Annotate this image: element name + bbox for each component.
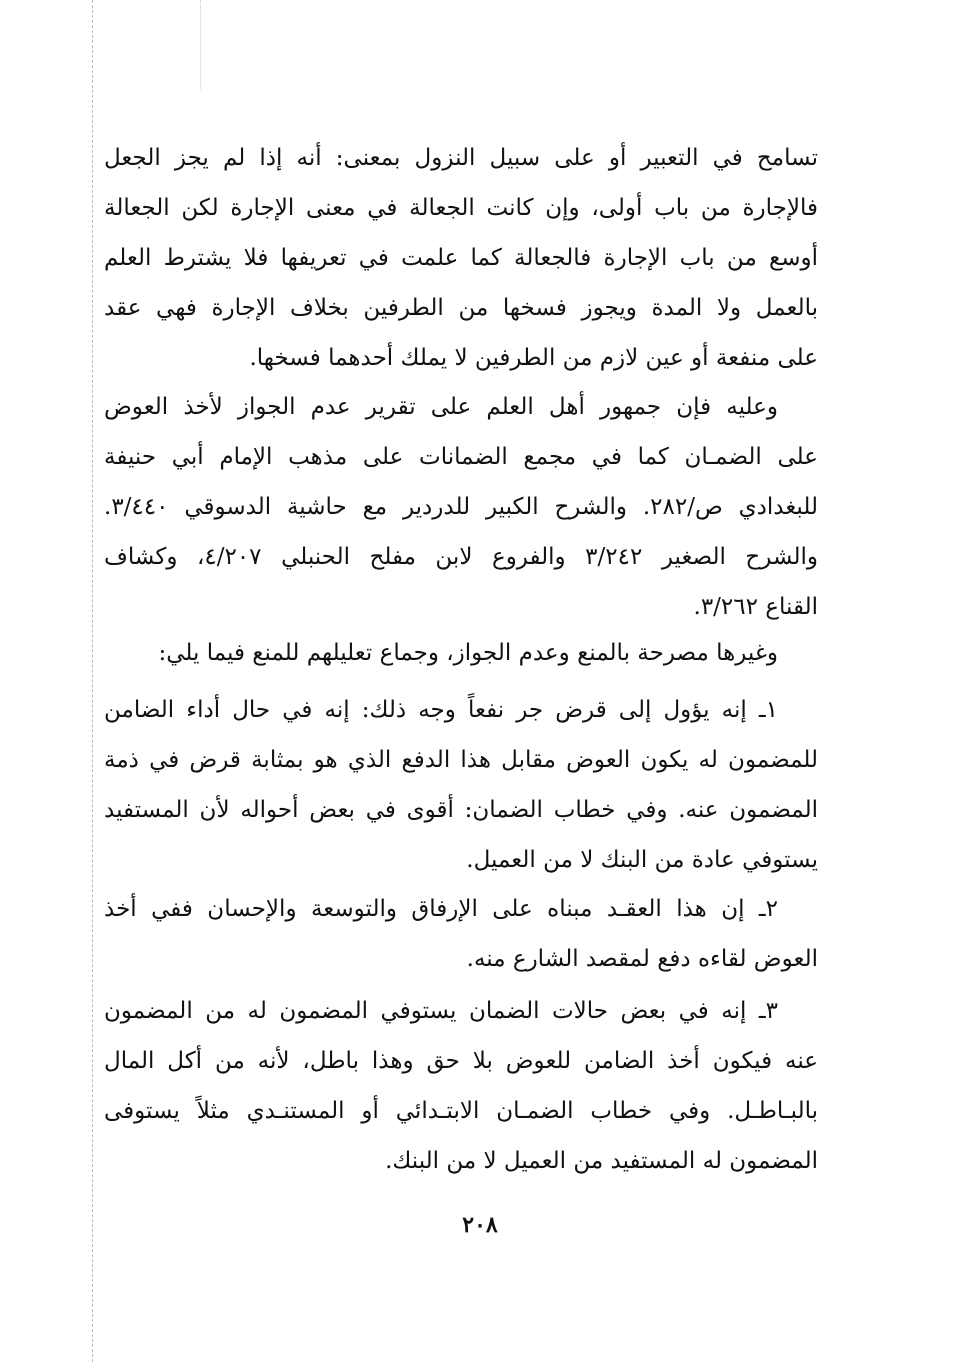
text-line: والشرح الصغير ٣/٢٤٢ والفروع لابن مفلح الحنبلي ٤/٢٠٧، وكشاف (104, 544, 818, 570)
paragraph-3 (104, 628, 818, 678)
paragraph-5 (104, 884, 818, 984)
paragraph-6 (104, 986, 818, 1186)
text-line: المضمون عنه. وفي خطاب الضمان: أقوى في بعض أحواله لأن المستفيد (104, 797, 818, 823)
scan-margin-line (92, 0, 93, 1362)
text-line: فالإجارة من باب أولى، وإن كانت الجعالة في معنى الإجارة لكن الجعالة (104, 195, 818, 221)
text-line: على الضمـان كما في مجمع الضمانات على مذهب الإمام أبي حنيفة (104, 444, 818, 470)
paragraph-1 (104, 133, 818, 383)
text-line: المضمون له المستفيد من العميل لا من البنك. (385, 1148, 818, 1174)
scan-margin-mark (200, 0, 201, 90)
text-line: بالبـاطـل. وفي خطاب الضمـان الابتـدائي أو المستنـدي مثلاً يستوفى (104, 1098, 818, 1124)
text-line: للبغدادي ص/٢٨٢. والشرح الكبير للدردير مع حاشية الدسوقي ٣/٤٤٠. (104, 494, 818, 520)
text-line: ٣ـ إنه في بعض حالات الضمان يستوفي المضمون له من المضمون (104, 998, 778, 1024)
text-line: العوض لقاءه دفع لمقصد الشارع منه. (466, 946, 818, 972)
paragraph-4 (104, 685, 818, 885)
text-line: يستوفي عادة من البنك لا من العميل. (466, 847, 818, 873)
text-line: وعليه فإن جمهور أهل العلم على تقرير عدم الجواز لأخذ العوض (104, 394, 778, 420)
text-line: أوسع من باب الإجارة فالجعالة كما علمت في تعريفها فلا يشترط العلم (104, 245, 818, 271)
text-line: على منفعة أو عين لازم من الطرفين لا يملك أحدهما فسخها. (249, 345, 818, 371)
text-line: بالعمل ولا المدة ويجوز فسخها من الطرفين بخلاف الإجارة فهي عقد (104, 295, 818, 321)
page-number: ٢٠٨ (462, 1212, 498, 1238)
text-line: ١ـ إنه يؤول إلى قرض جر نفعاً وجه ذلك: إنه في حال أداء الضامن (104, 697, 778, 723)
text-line: للمضمون له يكون العوض مقابل هذا الدفع الذي هو بمثابة قرض في ذمة (104, 747, 818, 773)
text-line: تسامح في التعبير أو على سبيل النزول بمعنى: أنه إذا لم يجز الجعل (104, 145, 818, 171)
paragraph-2 (104, 382, 818, 632)
text-line: وغيرها مصرحة بالمنع وعدم الجواز، وجماع تعليلهم للمنع فيما يلي: (158, 640, 778, 666)
text-line: ٢ـ إن هذا العقـد مبناه على الإرفاق والتوسعة والإحسان ففي أخذ (104, 896, 778, 922)
text-line: عنه فيكون أخذ الضامن للعوض بلا حق وهذا باطل، لأنه من أكل المال (104, 1048, 818, 1074)
text-line: القناع ٣/٢٦٢. (693, 594, 818, 620)
